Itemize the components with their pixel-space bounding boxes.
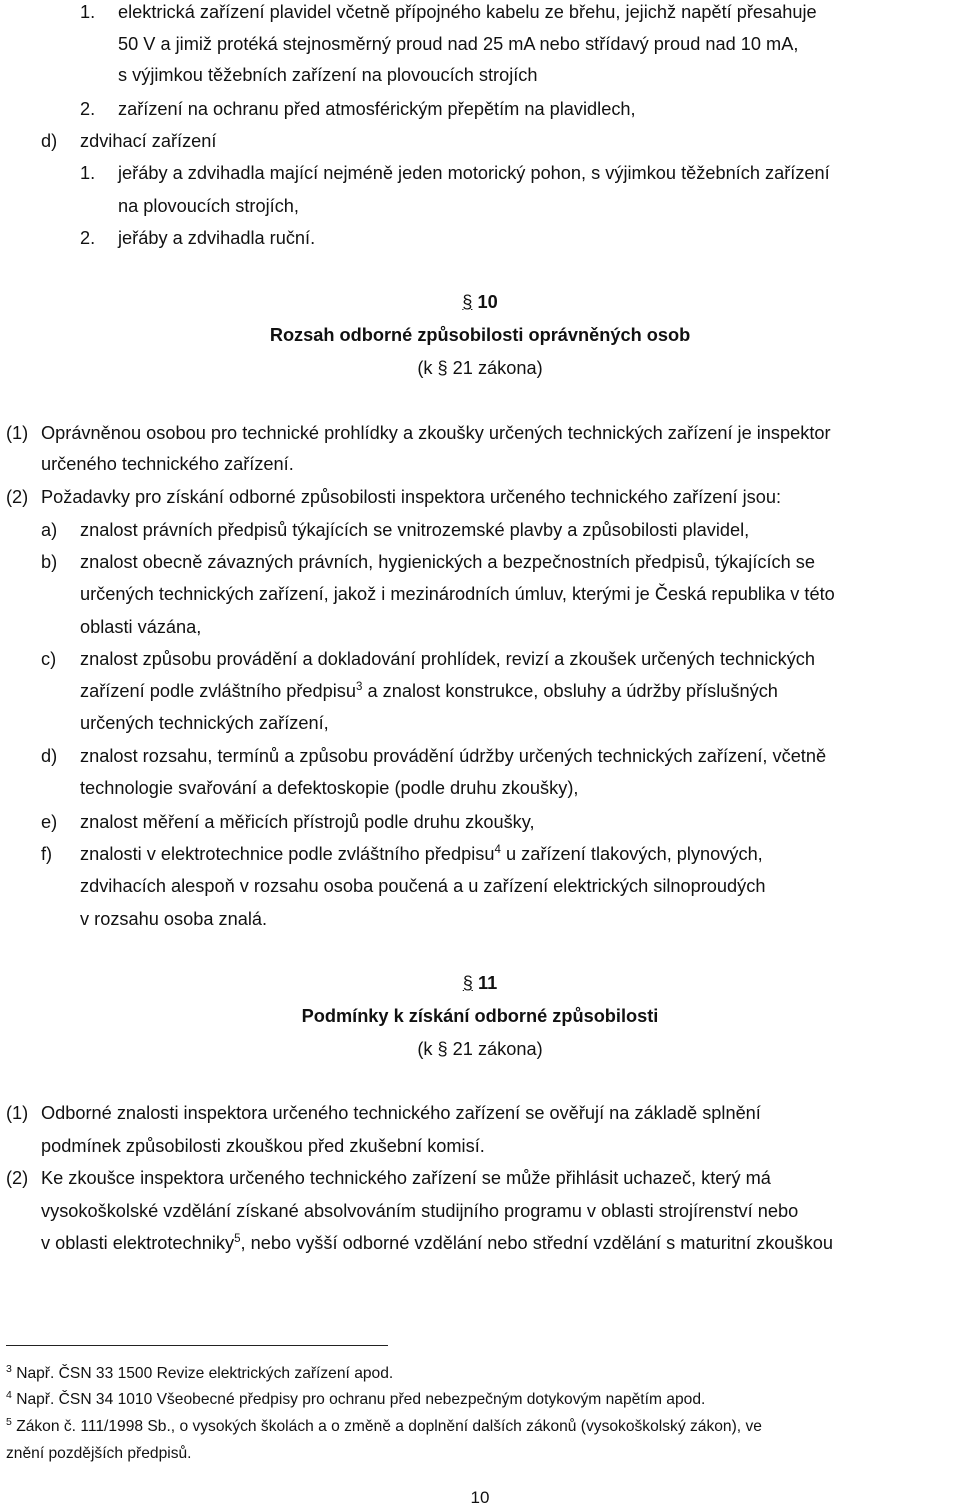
list-marker: 2. bbox=[80, 228, 96, 248]
section-title: Podmínky k získání odborné způsobilosti bbox=[301, 1006, 659, 1026]
list-marker: 2. bbox=[80, 99, 96, 119]
footnote-number: 5 bbox=[6, 1416, 12, 1428]
footnote-ref[interactable]: 5 bbox=[234, 1233, 241, 1245]
list-item-text: zařízení na ochranu před atmosférickým přepětím na plavidlech, bbox=[118, 99, 636, 119]
text-segment: zařízení podle zvláštního předpisu bbox=[80, 681, 357, 701]
footnote bbox=[6, 1390, 705, 1410]
list-item-text: s výjimkou těžebních zařízení na plovoucích strojích bbox=[118, 65, 538, 85]
section-number: 10 bbox=[477, 292, 498, 312]
list-item-text: zdvihací zařízení bbox=[80, 131, 217, 151]
list-marker: d) bbox=[41, 131, 58, 151]
text-segment: , nebo vyšší odborné vzdělání nebo střední vzdělání s maturitní zkouškou bbox=[240, 1233, 833, 1253]
paragraph-text: podmínek způsobilosti zkouškou před zkušební komisí. bbox=[41, 1136, 485, 1156]
list-item-text bbox=[80, 842, 763, 866]
section-heading bbox=[0, 290, 960, 314]
list-item-text bbox=[80, 679, 778, 703]
list-marker: b) bbox=[41, 552, 58, 572]
paragraph-text: Oprávněnou osobou pro technické prohlídky a zkoušky určených technických zařízení je inspektor bbox=[41, 423, 831, 443]
list-item-text: elektrická zařízení plavidel včetně přípojného kabelu ze břehu, jejichž napětí přesahuje bbox=[118, 2, 817, 22]
list-item-text: určených technických zařízení, bbox=[80, 713, 329, 733]
footnote-text: Např. ČSN 33 1500 Revize elektrických zařízení apod. bbox=[16, 1365, 394, 1382]
list-marker: 1. bbox=[80, 163, 96, 183]
text-segment: a znalost konstrukce, obsluhy a údržby příslušných bbox=[362, 681, 778, 701]
paragraph-marker: (2) bbox=[6, 1168, 29, 1188]
paragraph-text: určeného technického zařízení. bbox=[41, 454, 294, 474]
list-item-text: jeřáby a zdvihadla ruční. bbox=[118, 228, 316, 248]
footnote-ref[interactable]: 4 bbox=[494, 844, 501, 856]
list-item-text: znalost obecně závazných právních, hygienických a bezpečnostních předpisů, týkajících se bbox=[80, 552, 815, 572]
section-number: 11 bbox=[477, 973, 498, 993]
section-reference: (k § 21 zákona) bbox=[417, 358, 543, 378]
paragraph-marker: (1) bbox=[6, 423, 29, 443]
list-item-text: znalost způsobu provádění a dokladování prohlídek, revizí a zkoušek určených technických bbox=[80, 649, 815, 669]
section-heading bbox=[0, 971, 960, 995]
footnote-text: Např. ČSN 34 1010 Všeobecné předpisy pro ochranu před nebezpečným dotykovým napětím apod. bbox=[16, 1391, 706, 1408]
section-symbol: § bbox=[462, 973, 473, 993]
list-item-text: znalost měření a měřicích přístrojů podle druhu zkoušky, bbox=[80, 812, 535, 832]
list-marker: 1. bbox=[80, 2, 96, 22]
paragraph-text: Odborné znalosti inspektora určeného technického zařízení se ověřují na základě splnění bbox=[41, 1103, 761, 1123]
text-segment: u zařízení tlakových, plynových, bbox=[500, 844, 763, 864]
list-item-text: na plovoucích strojích, bbox=[118, 196, 299, 216]
list-item-text: v rozsahu osoba znalá. bbox=[80, 909, 268, 929]
footnote-text: Zákon č. 111/1998 Sb., o vysokých školách a o změně a doplnění dalších zákonů (vysokoškolský zákon), ve bbox=[16, 1418, 762, 1435]
paragraph-text bbox=[41, 1231, 833, 1255]
paragraph-text: Požadavky pro získání odborné způsobilosti inspektora určeného technického zařízení jsou: bbox=[41, 487, 782, 507]
list-marker: c) bbox=[41, 649, 57, 669]
footnote-number: 3 bbox=[6, 1363, 12, 1375]
list-marker: a) bbox=[41, 520, 58, 540]
list-item-text: zdvihacích alespoň v rozsahu osoba poučená a u zařízení elektrických silnoproudých bbox=[80, 876, 766, 896]
paragraph-marker: (1) bbox=[6, 1103, 29, 1123]
list-item-text: určených technických zařízení, jakož i mezinárodních úmluv, kterými je Česká republika v této bbox=[80, 584, 835, 604]
paragraph-text: Ke zkoušce inspektora určeného technického zařízení se může přihlásit uchazeč, který má bbox=[41, 1168, 771, 1188]
list-marker: d) bbox=[41, 746, 58, 766]
section-reference: (k § 21 zákona) bbox=[417, 1039, 543, 1059]
paragraph-marker: (2) bbox=[6, 487, 29, 507]
paragraph-text: vysokoškolské vzdělání získané absolvováním studijního programu v oblasti strojírenství nebo bbox=[41, 1201, 799, 1221]
list-item-text: 50 V a jimiž protéká stejnosměrný proud nad 25 mA nebo střídavý proud nad 10 mA, bbox=[118, 34, 799, 54]
footnote-text: znění pozdějších předpisů. bbox=[6, 1445, 192, 1462]
footnote bbox=[6, 1417, 762, 1437]
section-title: Rozsah odborné způsobilosti oprávněných osob bbox=[269, 325, 691, 345]
footnote-separator bbox=[6, 1345, 388, 1346]
footnote-ref[interactable]: 3 bbox=[356, 681, 363, 693]
list-item-text: znalost rozsahu, termínů a způsobu provádění údržby určených technických zařízení, včetně bbox=[80, 746, 827, 766]
list-marker: e) bbox=[41, 812, 58, 832]
list-item-text: oblasti vázána, bbox=[80, 617, 202, 637]
list-item-text: znalost právních předpisů týkajících se vnitrozemské plavby a způsobilosti plavidel, bbox=[80, 520, 750, 540]
text-segment: v oblasti elektrotechniky bbox=[41, 1233, 235, 1253]
list-item-text: jeřáby a zdvihadla mající nejméně jeden motorický pohon, s výjimkou těžebních zařízení bbox=[118, 163, 830, 183]
footnote-number: 4 bbox=[6, 1389, 12, 1401]
footnote bbox=[6, 1364, 393, 1384]
page-number: 10 bbox=[470, 1488, 490, 1507]
list-marker: f) bbox=[41, 844, 53, 864]
list-item-text: technologie svařování a defektoskopie (podle druhu zkoušky), bbox=[80, 778, 579, 798]
section-symbol: § bbox=[462, 292, 473, 312]
text-segment: znalosti v elektrotechnice podle zvláštního předpisu bbox=[80, 844, 495, 864]
